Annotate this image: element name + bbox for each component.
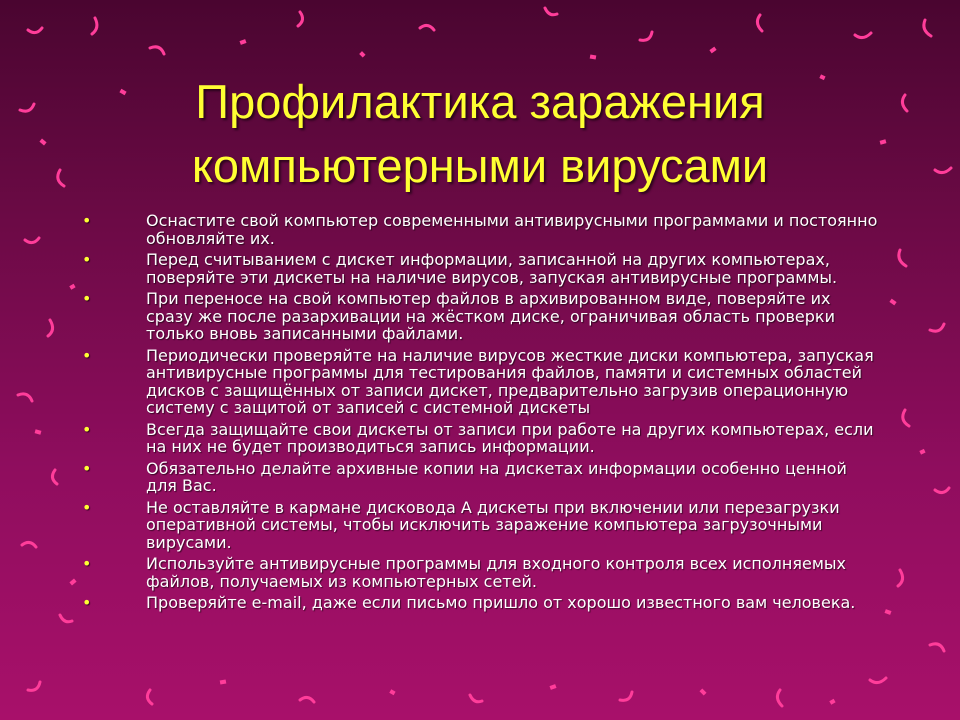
bullet-item [82,347,882,417]
bullet-marker: • [82,458,92,478]
slide-title-line-1: Профилактика заражения [195,75,765,128]
bullet-text: Используйте антивирусные программы для входного контроля всех исполняемых файлов, получаемых из компьютерных сетей. [146,554,846,591]
bullet-marker: • [82,497,92,517]
bullet-item [82,212,882,247]
bullet-text: Не оставляйте в кармане дисковода А дискеты при включении или перезагрузки оперативной системы, чтобы исключить заражение компьютера загрузочными вирусами. [146,497,840,552]
bullet-marker: • [82,211,92,230]
bullet-text: Обязательно делайте архивные копии на дискетах информации особенно ценной для Вас. [146,458,847,495]
bullet-item [82,251,882,286]
bullet-marker: • [82,554,92,573]
bullet-item [82,555,882,590]
bullet-text: Оснастите свой компьютер современными антивирусными программами и постоянно обновляйте их. [146,211,878,248]
bullet-list [82,212,882,616]
bullet-text: Перед считыванием с дискет информации, записанной на других компьютерах, поверяйте эти дискеты на наличие вирусов, запуская антивирусные программы. [146,250,838,287]
bullet-text: Всегда защищайте свои дискеты от записи при работе на других компьютерах, если на них не будет производиться запись информации. [146,419,874,456]
slide-title [100,70,860,198]
bullet-item [82,290,882,343]
bullet-text: При переносе на свой компьютер файлов в архивированном виде, поверяйте их сразу же после разархивации на жёстком диске, ограничивая область проверки только вновь записанными файлами. [146,289,835,343]
bullet-marker: • [82,250,92,269]
bullet-marker: • [82,289,92,308]
bullet-item [82,594,882,612]
bullet-text: Периодически проверяйте на наличие вирусов жесткие диски компьютера, запуская антивирусные программы для тестирования файлов, памяти и системных областей дисков с защищённых от записи дискет, предварительно загрузив операционную систему с защитой от записей с системной дискеты [146,345,874,417]
bullet-item [82,421,882,456]
bullet-item [82,499,882,552]
slide-title-line-2: компьютерными вирусами [191,139,769,192]
bullet-marker: • [82,419,92,439]
bullet-marker: • [82,345,92,365]
bullet-marker: • [82,593,92,612]
bullet-text: Проверяйте e-mail, даже если письмо пришло от хорошо известного вам человека. [146,593,856,612]
bullet-item [82,460,882,495]
